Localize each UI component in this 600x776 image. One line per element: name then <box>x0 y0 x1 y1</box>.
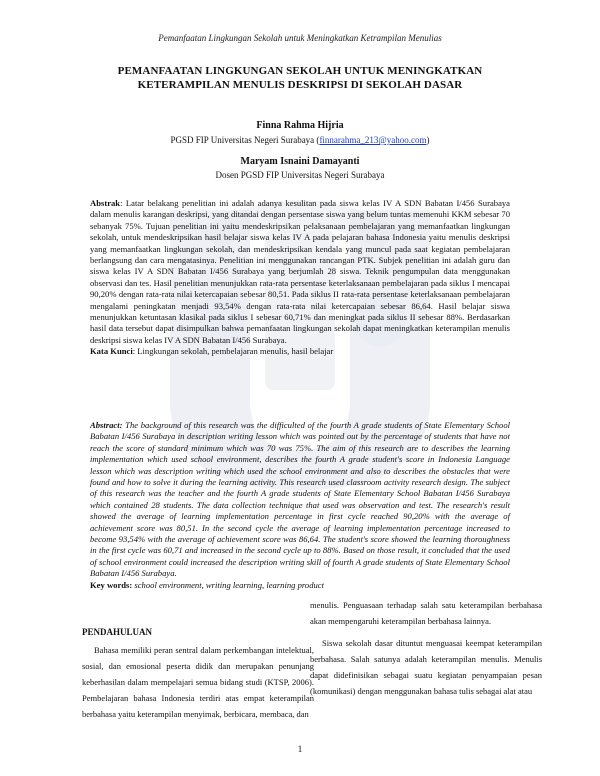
body-paragraph: Bahasa memiliki peran sentral dalam perkembangan intelektual, sosial, dan emosional peserta didik dan merupakan penunjang keberhasilan dalam mempelajari semua bidang studi (KTSP, 2006). Pembelajaran bahasa Indonesia terdiri atas empat keterampilan berbahasa yaitu keterampilan menyimak, berbicara, membaca, dan <box>82 645 314 720</box>
author-1-email-link[interactable]: finnarahma_213@yahoo.com <box>319 135 427 145</box>
author-1-affiliation-text: PGSD FIP Universitas Negeri Surabaya ( <box>170 135 320 145</box>
author-1-affiliation-close: ) <box>426 135 430 145</box>
body-column-left <box>82 624 314 723</box>
abstract-text: The background of this research was the difficulted of the fourth A grade students of State Elementary School Babatan I/456 Surabaya in description writing lesson which was pointed out by the percentage of students that have not reach the score of standard minimum which was 70 was 75%. The aim of this research are to describes the learning implementation which used school environment, describes the fourth A grade student's score in Indonesia Language lesson which was description writing which used the school environment and also to describes the obstacles that were found and how to solve it during the learning activity. This research used classroom activity research design. The subject of this research was the teacher and the fourth A grade students of State Elementary School Babatan I/456 Surabaya which contained 28 students. The data collection technique that used was observation and test. The research's result showed the average of learning implementation percentage in first cycle reached 90,20% with the average of achievement score was 80,51. In the second cycle the average of learning implementation percentage increased to become 93,54% with the average of achievement score was 86,64. The student's score showed the learning thoroughness in the first cycle was 60,71 and increased in the second cycle up to 88%. Based on those result, it concluded that the used of school environment could increased the description writing skill of fourth A grade students of State Elementary School Babatan I/456 Surabaya. <box>90 420 510 579</box>
running-header: Pemanfaatan Lingkungan Sekolah untuk Meningkatkan Ketrampilan Menulias <box>158 33 442 43</box>
paper-title-line-2: KETERAMPILAN MENULIS DESKRIPSI DI SEKOLAH DASAR <box>137 79 463 91</box>
author-2-name: Maryam Isnaini Damayanti <box>240 156 360 167</box>
abstrak-text: : Latar belakang penelitian ini adalah adanya kesulitan pada siswa kelas IV A SDN Babatan I/456 Surabaya dalam menulis karangan deskripsi, yang ditandai dengan persentase siswa yang belum tuntas memenuhi KKM sebesar 70 sebanyak 75%. Tujuan penelitian ini yaitu mendeskripsikan pelaksanaan pembelajaran yang memanfaatkan lingkungan sekolah, untuk mendeskripsikan hasil belajar siswa kelas IV A pada pelajaran bahasa Indonesia yaitu menulis deskripsi yang memanfaatkan lingkungan sekolah, dan mendeskripsikan kendala yang muncul pada saat kegiatan pembelajaran berlangsung dan cara mengatasinya. Penelitian ini menggunakan rancangan PTK. Subjek penelitian ini adalah guru dan siswa kelas IV A SDN Babatan I/456 Surabaya yang berjumlah 28 siswa. Teknik pengumpulan data menggunakan observasi dan tes. Hasil penelitian menunjukkan rata-rata persentase keterlaksanaan pembelajaran pada siklus I mencapai 90,20% dengan rata-rata nilai ketercapaian sebesar 80,51. Pada siklus II rata-rata persentase keterlaksanaan pembelajaran mengalami peningkatan menjadi 93,54% dengan rata-rata nilai ketercapaian sebesar 86,64. Hasil belajar siswa menunjukkan ketuntasan klasikal pada siklus I sebesar 60,71% dan meningkat pada siklus II sebesar 88%. Berdasarkan hasil data tersebut dapat disimpulkan bahwa pemanfaatan lingkungan sekolah dapat meningkatkan keterampilan menulis deskripsi siswa kelas IV A SDN Babatan I/456 Surabaya. <box>90 198 510 345</box>
abstract-label: Abstract: <box>90 420 123 430</box>
page-number: 1 <box>297 744 303 754</box>
author-1-name: Finna Rahma Hijria <box>256 120 344 131</box>
keywords-text: school environment, writing learning, learning product <box>132 579 325 590</box>
kata-kunci <box>90 346 510 357</box>
body-column-right <box>310 597 542 700</box>
abstrak-paragraph <box>90 198 510 346</box>
abstrak-label: Abstrak <box>90 198 121 208</box>
abstract-paragraph <box>90 420 510 580</box>
author-2-affiliation: Dosen PGSD FIP Universitas Negeri Surabaya <box>215 170 385 180</box>
abstract-block <box>90 420 510 591</box>
body-paragraph: menulis. Penguasaan terhadap salah satu keterampilan berbahasa akan mempengaruhi keterampilan berbahasa lainnya. <box>310 600 542 627</box>
paper-title-line-1: PEMANFAATAN LINGKUNGAN SEKOLAH UNTUK MENINGKATKAN <box>117 65 483 77</box>
abstrak-block <box>90 198 510 358</box>
author-1-affiliation <box>0 135 600 145</box>
keywords <box>90 580 510 591</box>
kata-kunci-text: : Lingkungan sekolah, pembelajaran menulis, hasil belajar <box>132 346 334 357</box>
paper-title <box>90 64 510 92</box>
section-heading: PENDAHULUAN <box>82 627 153 637</box>
keywords-label: Key words: <box>90 579 133 590</box>
body-paragraph: Siswa sekolah dasar dituntut menguasai keempat keterampilan berbahasa. Salah satunya adalah keterampilan menulis. Menulis dapat didefinisikan sebagai suatu kegiatan penyampaian pesan (komunikasi) dengan menggunakan bahasa tulis sebagai alat atau <box>310 638 542 697</box>
kata-kunci-label: Kata Kunci <box>90 346 133 357</box>
